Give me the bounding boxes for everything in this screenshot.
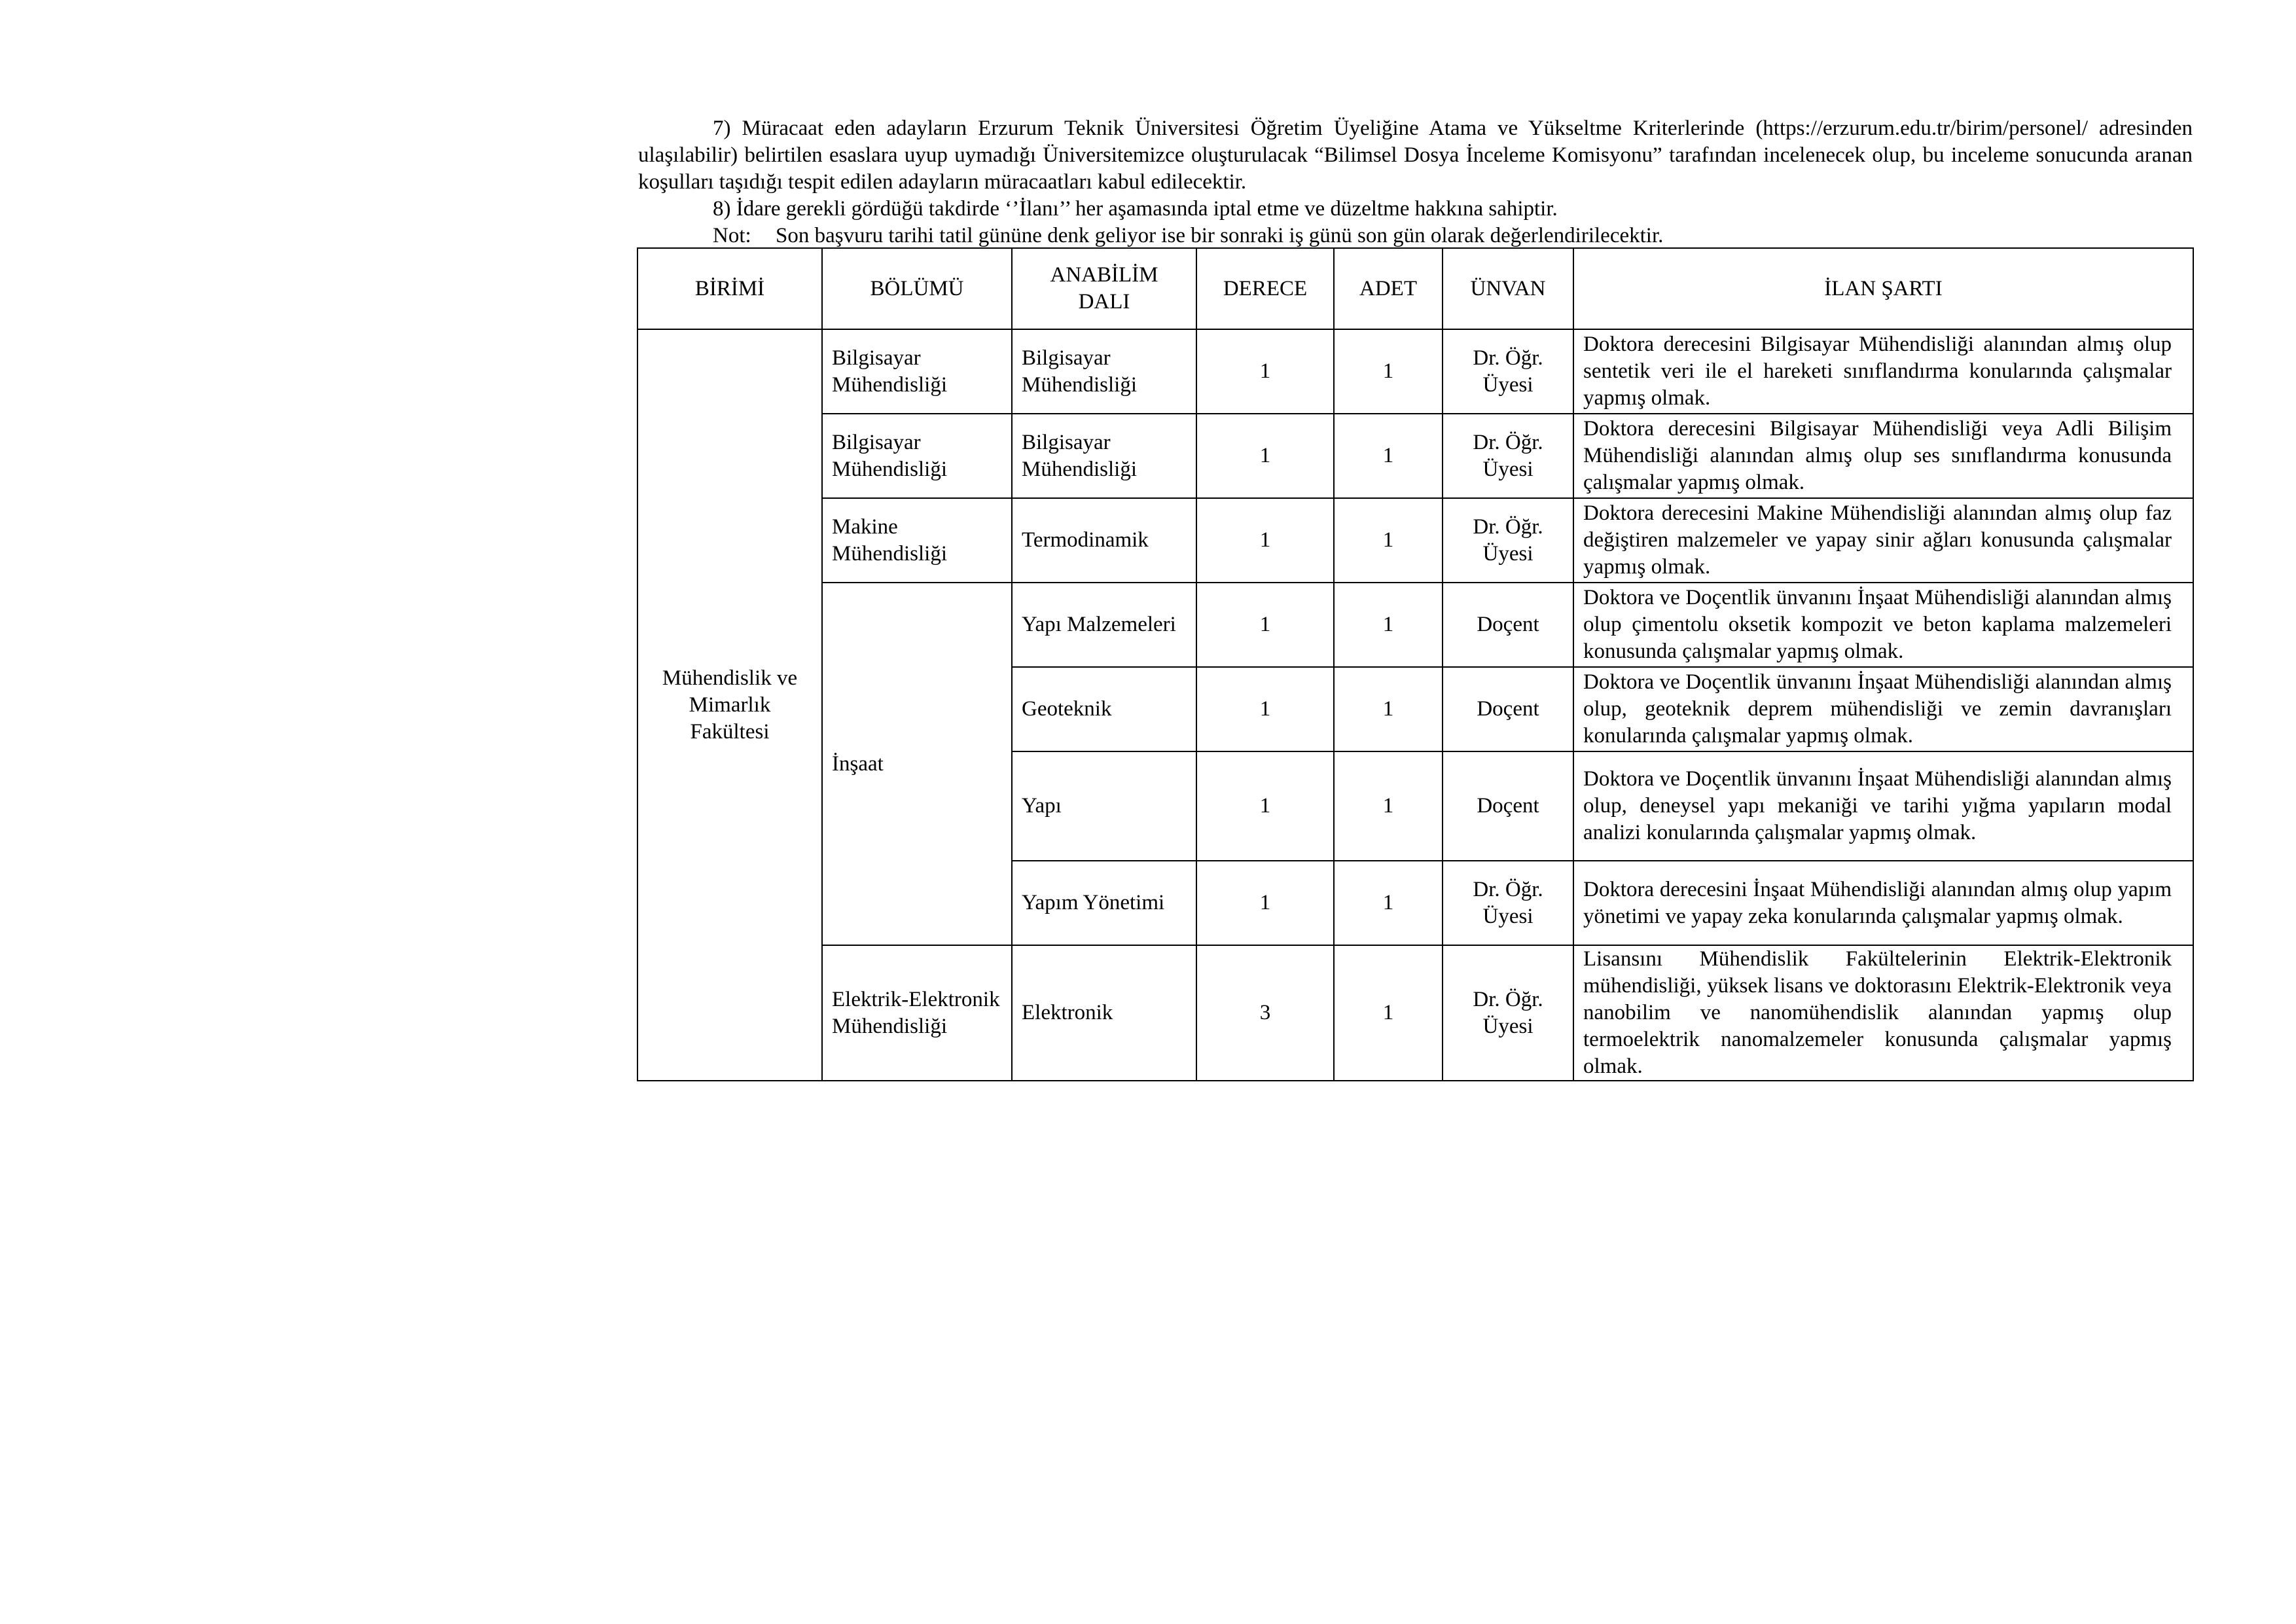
header-ilan-sarti: İLAN ŞARTI (1573, 248, 2193, 329)
derece-cell: 1 (1196, 667, 1334, 751)
table-row (637, 498, 2193, 583)
adet-cell: 1 (1334, 498, 1443, 583)
ilan-sarti-cell: Doktora derecesini Makine Mühendisliği alanından almış olup faz değiştiren malzemeler ve yapay sinir ağları konusunda çalışmalar yapmış olmak. (1573, 498, 2193, 583)
header-bolumu: BÖLÜMÜ (822, 248, 1012, 329)
header-unvan: ÜNVAN (1443, 248, 1573, 329)
anabilim-cell: Bilgisayar Mühendisliği (1012, 414, 1196, 498)
bolum-cell: Elektrik-Elektronik Mühendisliği (822, 945, 1012, 1081)
table-row (637, 945, 2193, 1081)
adet-cell: 1 (1334, 861, 1443, 945)
table-row (637, 414, 2193, 498)
bolum-cell: Bilgisayar Mühendisliği (822, 414, 1012, 498)
unvan-cell: Doçent (1443, 667, 1573, 751)
bolum-cell: Makine Mühendisliği (822, 498, 1012, 583)
anabilim-cell: Yapı (1012, 751, 1196, 861)
derece-cell: 1 (1196, 583, 1334, 667)
announcement-notes (638, 115, 2193, 249)
table-row (637, 583, 2193, 667)
anabilim-cell: Geoteknik (1012, 667, 1196, 751)
anabilim-cell: Elektronik (1012, 945, 1196, 1081)
header-derece: DERECE (1196, 248, 1334, 329)
ilan-sarti-cell: Doktora derecesini Bilgisayar Mühendisliği veya Adli Bilişim Mühendisliği alanından almış olup ses sınıflandırma konusunda çalışmalar yapmış olmak. (1573, 414, 2193, 498)
header-birimi: BİRİMİ (637, 248, 822, 329)
adet-cell: 1 (1334, 751, 1443, 861)
derece-cell: 1 (1196, 414, 1334, 498)
header-anabilim-dali: ANABİLİM DALI (1012, 248, 1196, 329)
derece-cell: 3 (1196, 945, 1334, 1081)
birim-cell: Mühendislik ve Mimarlık Fakültesi (637, 329, 822, 1081)
note-label: Not: (713, 224, 751, 247)
unvan-cell: Doçent (1443, 583, 1573, 667)
bolum-cell: Bilgisayar Mühendisliği (822, 329, 1012, 414)
bolum-cell: İnşaat (822, 583, 1012, 945)
note-text: Son başvuru tarihi tatil gününe denk geliyor ise bir sonraki iş günü son gün olarak değerlendirilecektir. (776, 224, 1664, 247)
anabilim-cell: Termodinamik (1012, 498, 1196, 583)
note-final (638, 223, 2193, 249)
positions-table (637, 247, 2194, 1081)
ilan-sarti-cell: Doktora ve Doçentlik ünvanını İnşaat Mühendisliği alanından almış olup çimentolu oksetik kompozit ve beton kaplama malzemeleri konusunda çalışmalar yapmış olmak. (1573, 583, 2193, 667)
derece-cell: 1 (1196, 329, 1334, 414)
table-row (637, 329, 2193, 414)
unvan-cell: Dr. Öğr. Üyesi (1443, 861, 1573, 945)
unvan-cell: Dr. Öğr. Üyesi (1443, 498, 1573, 583)
anabilim-cell: Yapı Malzemeleri (1012, 583, 1196, 667)
ilan-sarti-cell: Lisansını Mühendislik Fakültelerinin Elektrik-Elektronik mühendisliği, yüksek lisans ve doktorasını Elektrik-Elektronik veya nanobilim ve nanomühendislik alanından yapmış olup termoelektrik nanomalzemeler konusunda çalışmalar yapmış olmak. (1573, 945, 2193, 1081)
ilan-sarti-cell: Doktora derecesini İnşaat Mühendisliği alanından almış olup yapım yönetimi ve yapay zeka konularında çalışmalar yapmış olmak. (1573, 861, 2193, 945)
unvan-cell: Dr. Öğr. Üyesi (1443, 414, 1573, 498)
unvan-cell: Dr. Öğr. Üyesi (1443, 329, 1573, 414)
anabilim-cell: Yapım Yönetimi (1012, 861, 1196, 945)
note-item-8: 8) İdare gerekli gördüğü takdirde ‘’İlanı’’ her aşamasında iptal etme ve düzeltme hakkına sahiptir. (713, 197, 1558, 221)
note-item-7: 7) Müracaat eden adayların Erzurum Teknik Üniversitesi Öğretim Üyeliğine Atama ve Yükseltme Kriterlerinde (https://erzurum.edu.tr/birim/personel/ adresinden ulaşılabilir) belirtilen esaslara uyup uymadığı Üniversitemizce oluşturulacak “Bilimsel Dosya İnceleme Komisyonu” tarafından incelenecek olup, bu inceleme sonucunda aranan koşulları taşıdığı tespit edilen adayların müracaatları kabul edilecektir. (638, 117, 2193, 194)
unvan-cell: Dr. Öğr. Üyesi (1443, 945, 1573, 1081)
adet-cell: 1 (1334, 667, 1443, 751)
adet-cell: 1 (1334, 945, 1443, 1081)
adet-cell: 1 (1334, 329, 1443, 414)
unvan-cell: Doçent (1443, 751, 1573, 861)
ilan-sarti-cell: Doktora ve Doçentlik ünvanını İnşaat Mühendisliği alanından almış olup, geoteknik deprem mühendisliği ve zemin davranışları konularında çalışmalar yapmış olmak. (1573, 667, 2193, 751)
ilan-sarti-cell: Doktora derecesini Bilgisayar Mühendisliği alanından almış olup sentetik veri ile el hareketi sınıflandırma konularında çalışmalar yapmış olmak. (1573, 329, 2193, 414)
adet-cell: 1 (1334, 414, 1443, 498)
derece-cell: 1 (1196, 861, 1334, 945)
header-row (637, 248, 2193, 329)
anabilim-cell: Bilgisayar Mühendisliği (1012, 329, 1196, 414)
derece-cell: 1 (1196, 751, 1334, 861)
ilan-sarti-cell: Doktora ve Doçentlik ünvanını İnşaat Mühendisliği alanından almış olup, deneysel yapı mekaniği ve tarihi yığma yapıların modal analizi konularında çalışmalar yapmış olmak. (1573, 751, 2193, 861)
adet-cell: 1 (1334, 583, 1443, 667)
header-adet: ADET (1334, 248, 1443, 329)
derece-cell: 1 (1196, 498, 1334, 583)
